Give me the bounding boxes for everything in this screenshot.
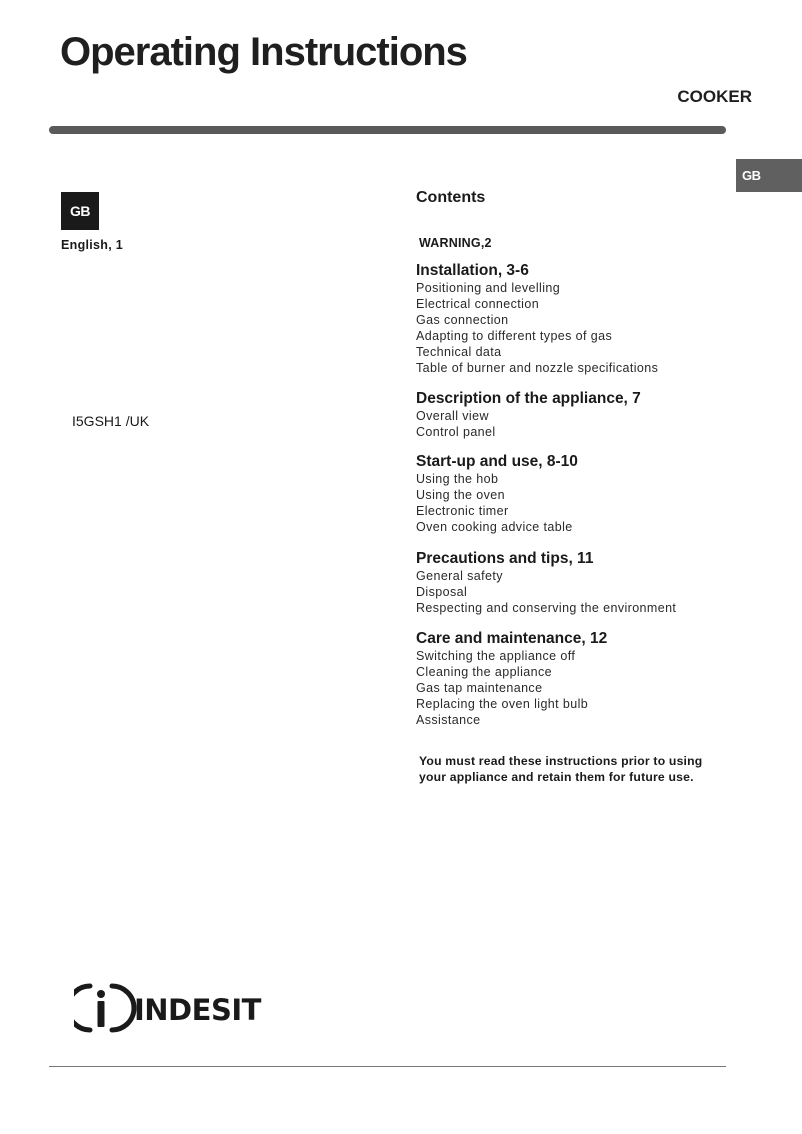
notice-line: You must read these instructions prior to using xyxy=(419,754,703,768)
contents-section-startup xyxy=(416,453,578,535)
language-label: English, 1 xyxy=(61,238,124,252)
section-title: Care and maintenance, 12 xyxy=(416,630,608,647)
section-title: Installation, 3-6 xyxy=(416,262,529,279)
list-item: Disposal xyxy=(416,585,468,599)
read-instructions-notice xyxy=(419,753,739,785)
model-number: I5GSH1 /UK xyxy=(72,413,150,429)
list-item: Table of burner and nozzle specifications xyxy=(416,361,659,375)
list-item: Oven cooking advice table xyxy=(416,520,573,534)
contents-section-precautions xyxy=(416,550,676,616)
product-type-label: COOKER xyxy=(677,87,752,106)
list-item: Technical data xyxy=(416,345,502,359)
list-item: Using the oven xyxy=(416,488,505,502)
list-item: Positioning and levelling xyxy=(416,281,561,295)
list-item: Electronic timer xyxy=(416,504,509,518)
list-item: Adapting to different types of gas xyxy=(416,329,613,343)
language-badge: GB xyxy=(61,192,99,230)
section-title: Precautions and tips, 11 xyxy=(416,550,594,567)
brand-name: INDESIT xyxy=(134,993,261,1027)
section-item-list xyxy=(416,568,676,616)
contents-heading: Contents xyxy=(416,189,486,206)
list-item: Gas connection xyxy=(416,313,509,327)
list-item: Gas tap maintenance xyxy=(416,681,543,695)
section-title: Description of the appliance, 7 xyxy=(416,390,641,407)
list-item: Control panel xyxy=(416,425,496,439)
indesit-i-logo-icon xyxy=(74,986,134,1030)
list-item: Cleaning the appliance xyxy=(416,665,552,679)
language-side-tab: GB xyxy=(736,159,802,192)
list-item: Electrical connection xyxy=(416,297,540,311)
section-title: Start-up and use, 8-10 xyxy=(416,453,578,470)
section-item-list xyxy=(416,280,658,376)
list-item: Overall view xyxy=(416,409,489,423)
list-item: Switching the appliance off xyxy=(416,649,576,663)
list-item: Assistance xyxy=(416,713,481,727)
contents-section-description xyxy=(416,390,641,440)
list-item: General safety xyxy=(416,569,503,583)
contents-warning-entry: WARNING,2 xyxy=(419,236,492,250)
section-item-list xyxy=(416,648,607,728)
top-divider xyxy=(49,126,726,134)
page-title: Operating Instructions xyxy=(60,30,467,74)
indesit-logo xyxy=(74,981,274,1035)
list-item: Using the hob xyxy=(416,472,499,486)
notice-line: your appliance and retain them for future use. xyxy=(419,770,694,784)
list-item: Respecting and conserving the environment xyxy=(416,601,677,615)
bottom-divider xyxy=(49,1066,726,1067)
section-item-list xyxy=(416,408,641,440)
contents-section-care xyxy=(416,630,607,728)
contents-section-installation xyxy=(416,262,658,376)
list-item: Replacing the oven light bulb xyxy=(416,697,589,711)
section-item-list xyxy=(416,471,578,535)
